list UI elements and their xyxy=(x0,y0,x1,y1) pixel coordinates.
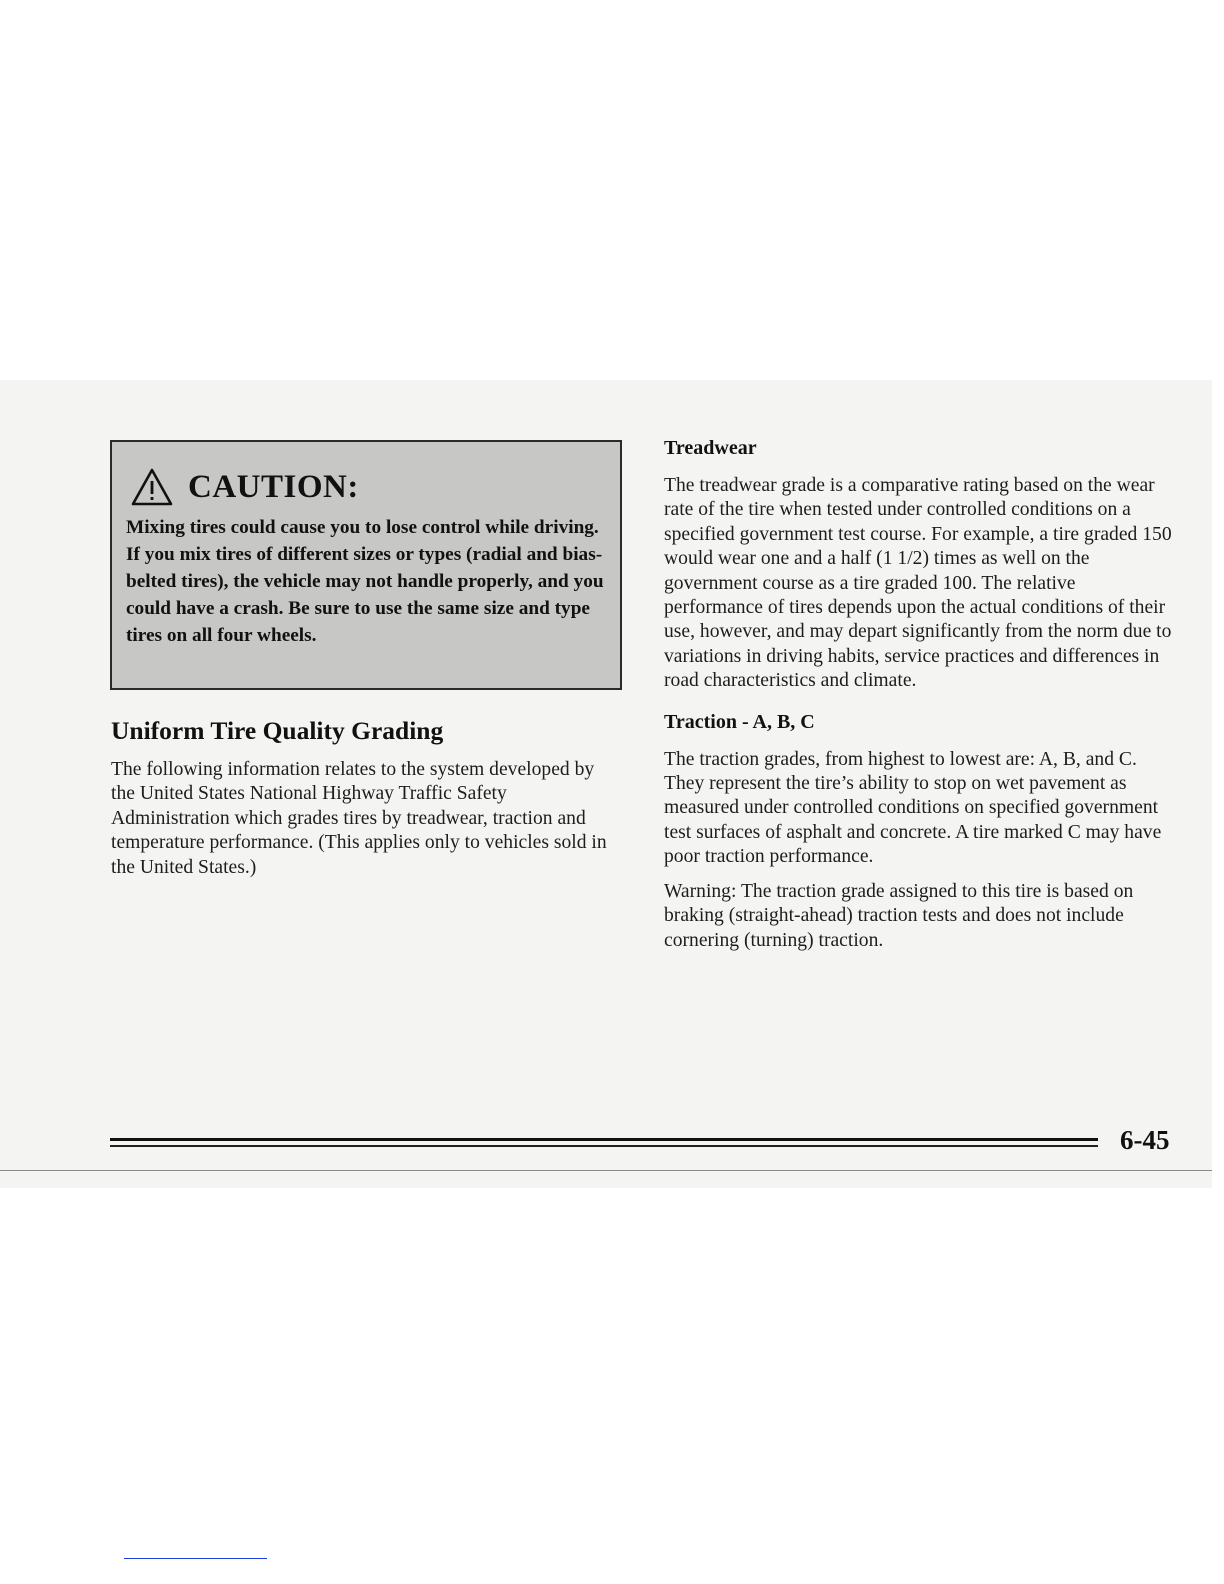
page-number: 6-45 xyxy=(1120,1125,1170,1155)
caution-title: CAUTION: xyxy=(188,468,359,505)
intro-paragraph: The following information relates to the system developed by the United States National Highway Traffic Safety Administration which grades tires by treadwear, traction and temperature performance. (This applies only to vehicles sold in the United States.) xyxy=(111,759,607,878)
caution-box xyxy=(110,440,622,690)
footer-rule-thin xyxy=(110,1145,1098,1147)
link-underline xyxy=(124,1558,267,1559)
page-edge-divider xyxy=(0,1170,1212,1171)
footer-rules xyxy=(110,1134,1098,1152)
traction-heading: Traction - A, B, C xyxy=(664,710,815,733)
footer-rule-thick xyxy=(110,1138,1098,1141)
traction-warning-paragraph: Warning: The traction grade assigned to this tire is based on braking (straight-ahead) traction tests and does not include cornering (turning) traction. xyxy=(664,880,1134,951)
caution-text: Mixing tires could cause you to lose control while driving. If you mix tires of different sizes or types (radial and bias-belted tires), the vehicle may not handle properly, and you could have a crash. Be sure to use the same size and type tires on all four wheels. xyxy=(126,517,604,646)
caution-header xyxy=(130,464,359,510)
traction-paragraph: The traction grades, from highest to lowest are: A, B, and C. They represent the tire’s ability to stop on wet pavement as measured under controlled conditions on specified government test surfaces of asphalt and concrete. A tire marked C may have poor traction performance. xyxy=(664,748,1162,868)
treadwear-heading: Treadwear xyxy=(664,437,757,459)
right-column xyxy=(664,436,1176,953)
warning-triangle-icon xyxy=(130,467,174,507)
treadwear-paragraph: The treadwear grade is a comparative rating based on the wear rate of the tire when tested under controlled conditions on a specified government test course. For example, a tire graded 150 would wear one and a half (1 1/2) times as well on the government course as a tire graded 100. The relative performance of tires depends upon the actual conditions of their use, however, and may depart significantly from the norm due to variations in driving habits, service practices and differences in road characteristics and climate. xyxy=(664,475,1172,692)
section-heading-uniform-tire-quality-grading: Uniform Tire Quality Grading xyxy=(111,716,444,745)
